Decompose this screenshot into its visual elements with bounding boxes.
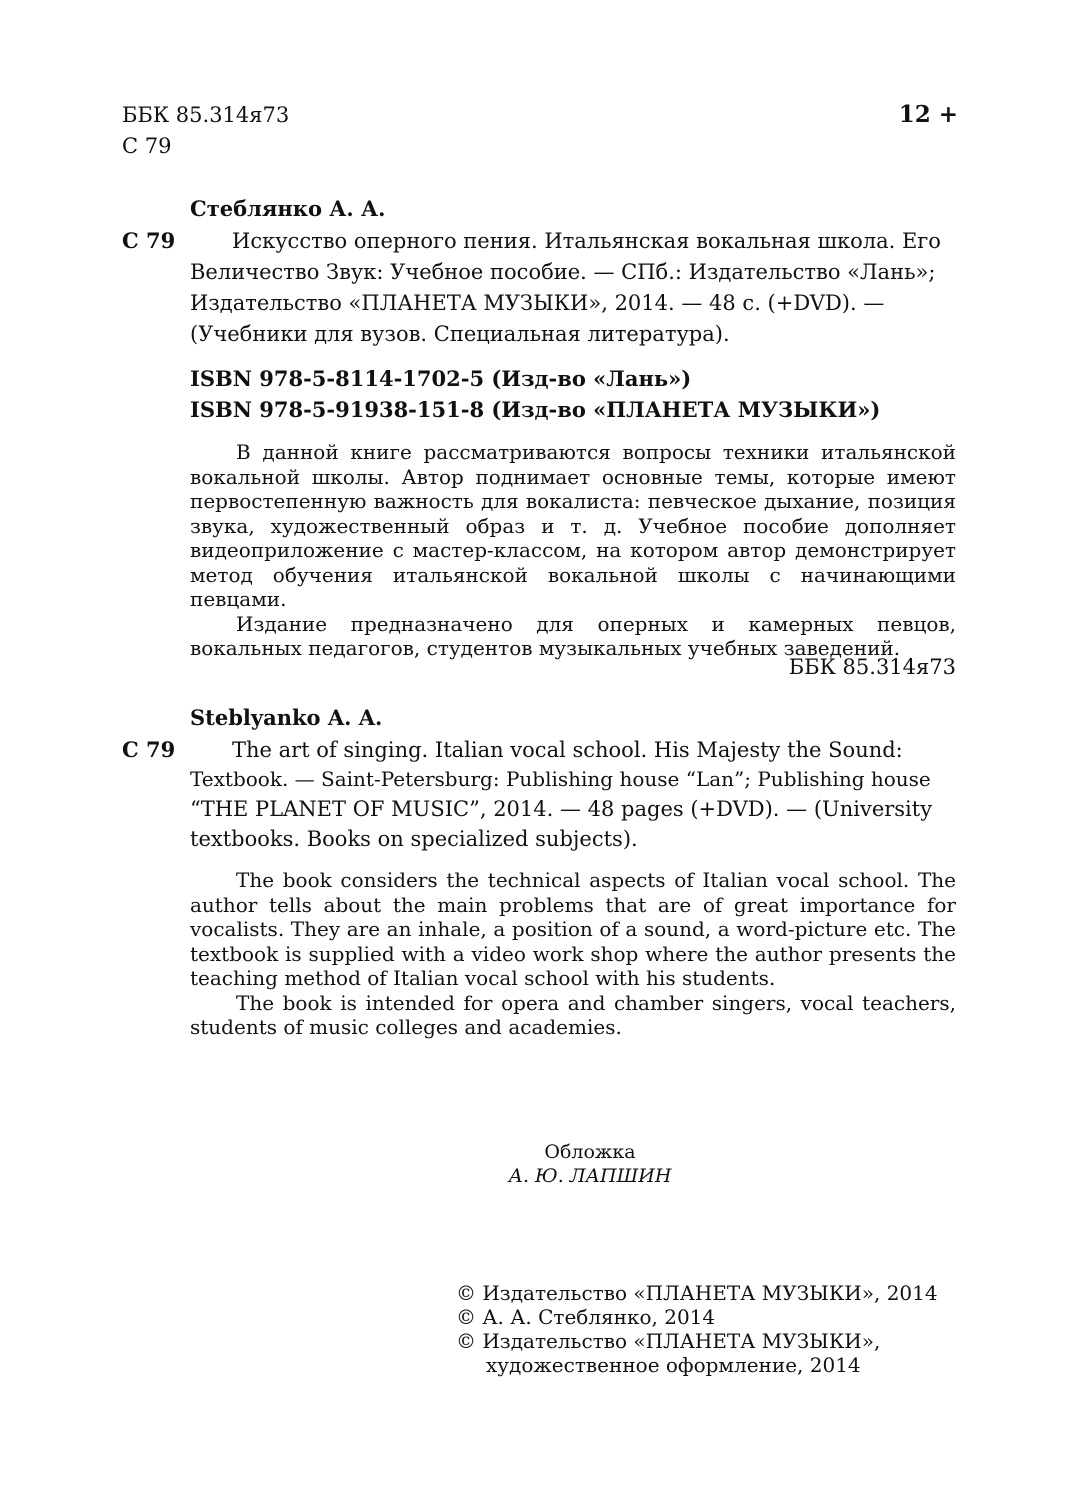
en-desc-line-1: The art of singing. Italian vocal school. His Majesty the Sound: <box>232 738 903 762</box>
age-rating: 12 + <box>898 101 958 128</box>
en-desc-line-3: “THE PLANET OF MUSIC”, 2014. — 48 pages (+DVD). — (University <box>190 797 933 821</box>
cover-credit <box>440 1140 740 1188</box>
isbn-planeta: ISBN 978-5-91938-151-8 (Изд-во «ПЛАНЕТА МУЗЫКИ») <box>190 397 881 422</box>
copyright-line-3: © Издательство «ПЛАНЕТА МУЗЫКИ», <box>456 1329 881 1353</box>
en-author: Steblyanko A. A. <box>190 705 383 730</box>
ru-abstract-p2: Издание предназначено для оперных и камерных певцов, вокальных педагогов, студентов музыкальных учебных заведений. <box>190 611 956 660</box>
ru-abstract-p1: В данной книге рассматриваются вопросы техники итальянской вокальной школы. Автор поднимает основные темы, которые имеют первостепенную важность для вокалиста: певческое дыхание, позиция звука, художественный образ и т. д. Учебное пособие дополняет видеоприложение с мастер-классом, на котором автор демонстрирует метод обучения итальянской вокальной школы с начинающими певцами. <box>190 440 956 611</box>
en-abstract-p1: The book considers the technical aspects of Italian vocal school. The author tells about the main problems that are of great importance for vocalists. They are an inhale, a position of a sound, a word-picture etc. The textbook is supplied with a video work shop where the author presents the teaching method of Italian vocal school with his students. <box>190 868 956 990</box>
bbk-bottom: ББК 85.314я73 <box>788 655 956 679</box>
en-mark: С 79 <box>122 737 176 762</box>
copyright-line-1: © Издательство «ПЛАНЕТА МУЗЫКИ», 2014 <box>456 1281 938 1305</box>
en-desc-line-2: Textbook. — Saint-Petersburg: Publishing house “Lan”; Publishing house <box>190 767 931 791</box>
author-mark: С 79 <box>122 134 172 158</box>
ru-desc-line-4: (Учебники для вузов. Специальная литература). <box>190 322 730 346</box>
cover-label: Обложка <box>544 1141 636 1163</box>
ru-mark: С 79 <box>122 228 176 253</box>
bbk-code: ББК 85.314я73 <box>122 103 290 127</box>
isbn-lan: ISBN 978-5-8114-1702-5 (Изд-во «Лань») <box>190 366 692 391</box>
copyright-block <box>456 1281 938 1377</box>
ru-desc-line-2: Величество Звук: Учебное пособие. — СПб.: Издательство «Лань»; <box>190 260 936 284</box>
en-abstract <box>190 868 956 1040</box>
cover-designer: А. Ю. ЛАПШИН <box>508 1165 672 1187</box>
ru-abstract <box>190 440 956 661</box>
copyright-line-2: © А. А. Стеблянко, 2014 <box>456 1305 716 1329</box>
ru-author: Стеблянко А. А. <box>190 196 386 221</box>
ru-desc-line-3: Издательство «ПЛАНЕТА МУЗЫКИ», 2014. — 48 с. (+DVD). — <box>190 291 885 315</box>
ru-desc-line-1: Искусство оперного пения. Итальянская вокальная школа. Его <box>232 229 941 253</box>
en-desc-line-4: textbooks. Books on specialized subjects). <box>190 827 638 851</box>
copyright-line-4: художественное оформление, 2014 <box>486 1353 861 1377</box>
en-abstract-p2: The book is intended for opera and chamber singers, vocal teachers, students of music colleges and academies. <box>190 990 956 1039</box>
